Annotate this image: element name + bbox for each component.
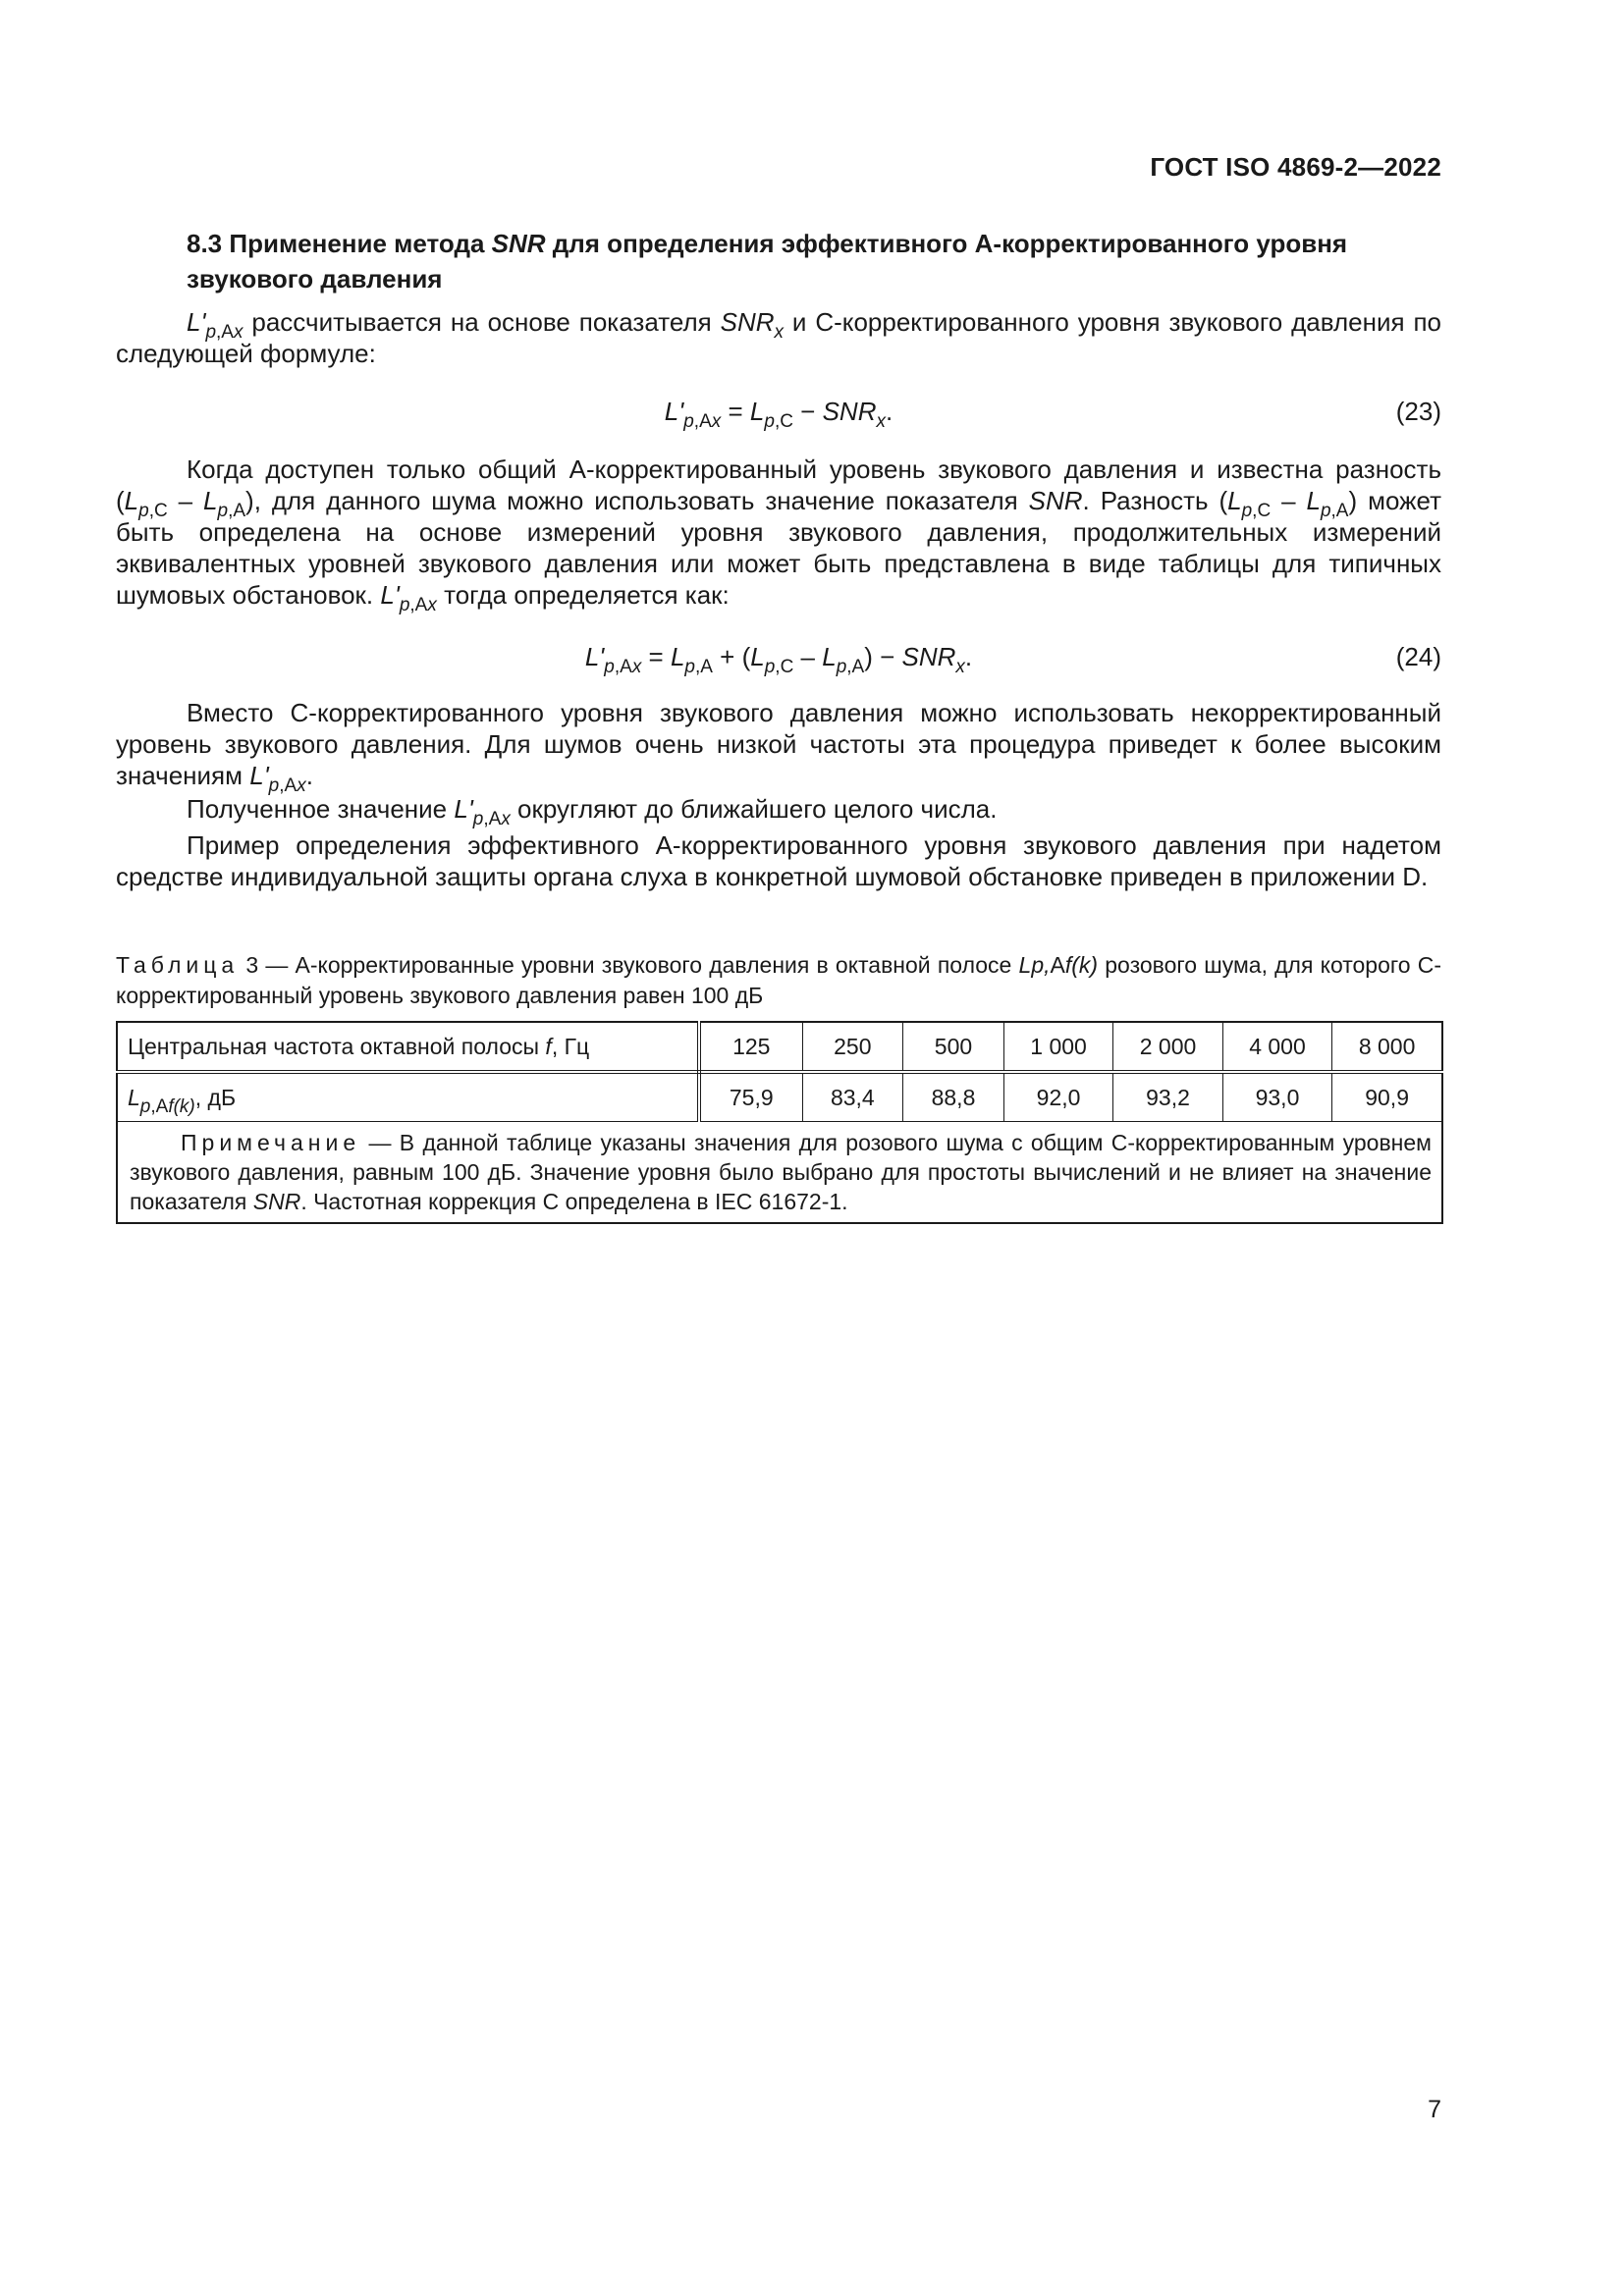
equation-23-number: (23) bbox=[1395, 397, 1441, 426]
cell-level: 75,9 bbox=[699, 1072, 802, 1122]
page-number: 7 bbox=[1428, 2096, 1441, 2123]
cell-frequency: 1 000 bbox=[1003, 1022, 1112, 1072]
cell-level: 93,2 bbox=[1113, 1072, 1222, 1122]
paragraph-3: Вместо С-корректированного уровня звукового давления можно использовать некорректированный уровень звукового давления. Для шумов очень низкой частоты эта процедура приведет к более высоким значениям $L'_{p,Ax}$. bbox=[116, 698, 1441, 796]
paragraph-2: Когда доступен только общий А-корректированный уровень звукового давления и известна разность $(L_{p,C} - L_{p,A})$, для данного шума можно использовать значение показателя SNR. Разность $(L_{p,C} - L_{p,A})$ может быть определена на основе измерений уровня звукового давления, продолжительных измерений эквивалентных уровней звукового давления или может быть представлена в виде таблицы для типичных шумовых обстановок. $L'_{p,Ax}$ тогда определяется как: bbox=[116, 454, 1442, 615]
table-row-frequencies bbox=[117, 1022, 1442, 1072]
equation-23 bbox=[116, 397, 1441, 430]
table-row-note bbox=[117, 1122, 1442, 1224]
cell-frequency: 125 bbox=[699, 1022, 802, 1072]
paragraph-1: $L'_{p,Ax}$ рассчитывается на основе показателя $SNR_x$ и С-корректированного уровня звукового давления по следующей формуле: bbox=[116, 307, 1441, 368]
equation-24-number: (24) bbox=[1395, 642, 1441, 671]
cell-frequency: 4 000 bbox=[1222, 1022, 1331, 1072]
cell-level: 83,4 bbox=[802, 1072, 903, 1122]
paragraph-4: Полученное значение $L'_{p,Ax}$ округляют до ближайшего целого числа. bbox=[187, 794, 998, 829]
cell-frequency: 2 000 bbox=[1113, 1022, 1222, 1072]
cell-frequency: 500 bbox=[903, 1022, 1004, 1072]
table-note: Примечание — В данной таблице указаны значения для розового шума с общим С-корректированным уровнем звукового давления, равным 100 дБ. Значение уровня было выбрано для простоты вычислений и не влияет на значение показателя SNR. Частотная коррекция С определена в IEC 61672-1. bbox=[117, 1122, 1442, 1224]
cell-frequency: 250 bbox=[802, 1022, 903, 1072]
cell-frequency: 8 000 bbox=[1332, 1022, 1442, 1072]
table-3 bbox=[116, 1021, 1443, 1224]
cell-level: 92,0 bbox=[1003, 1072, 1112, 1122]
equation-24-formula: $L'_{p,Ax} = L_{p,A} + (L_{p,C} - L_{p,A}) - SNR_x$. bbox=[584, 642, 973, 677]
cell-level: 88,8 bbox=[903, 1072, 1004, 1122]
table-caption: Таблица 3 — А-корректированные уровни звукового давления в октавной полосе Lp,Af(k) розового шума, для которого С-корректированный уровень звукового давления равен 100 дБ bbox=[116, 952, 1442, 1008]
document-header: ГОСТ ISO 4869-2—2022 bbox=[1150, 152, 1441, 182]
section-title: 8.3 Применение метода SNR для определения эффективного А-корректированного уровня звукового давления bbox=[187, 229, 1348, 294]
equation-23-formula: $L'_{p,Ax} = L_{p,C} - SNR_x$. bbox=[664, 397, 893, 432]
cell-level: 90,9 bbox=[1332, 1072, 1442, 1122]
cell-level: 93,0 bbox=[1222, 1072, 1331, 1122]
equation-24 bbox=[116, 642, 1441, 675]
row-header-level: $L_{p,Af(k)}$, дБ bbox=[117, 1072, 699, 1122]
section-number: 8.3 bbox=[187, 229, 223, 258]
paragraph-5: Пример определения эффективного А-корректированного уровня звукового давления при надетом средстве индивидуальной защиты органа слуха в конкретной шумовой обстановке приведен в приложении D. bbox=[116, 830, 1441, 891]
table-row-levels bbox=[117, 1072, 1442, 1122]
row-header-frequency: Центральная частота октавной полосы f, Гц bbox=[117, 1022, 699, 1072]
